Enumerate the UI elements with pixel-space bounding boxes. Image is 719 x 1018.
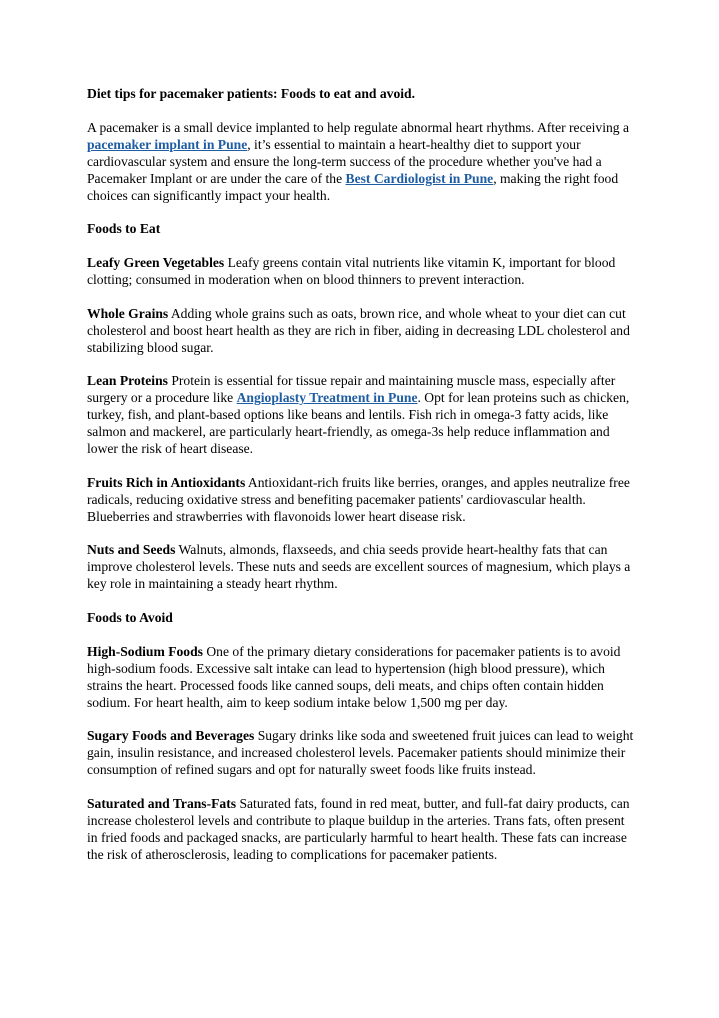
- foods-to-avoid-heading: Foods to Avoid: [87, 610, 173, 626]
- document-title: Diet tips for pacemaker patients: Foods to eat and avoid.: [87, 86, 416, 101]
- intro-text-1: A pacemaker is a small device implanted to help regulate abnormal heart rhythms. After receiving a: [87, 119, 630, 135]
- high-sodium-paragraph: [87, 644, 635, 712]
- leafy-greens-term: Leafy Green Vegetables: [87, 255, 225, 271]
- saturated-fats-paragraph: [87, 796, 635, 864]
- document-page: [87, 86, 635, 881]
- whole-grains-text: Adding whole grains such as oats, brown rice, and whole wheat to your diet can cut cholesterol and boost heart health as they are rich in fiber, aiding in decreasing LDL cholesterol and stabilizing blood sugar.: [87, 305, 630, 355]
- lean-proteins-term: Lean Proteins: [87, 373, 168, 389]
- sugary-foods-paragraph: [87, 728, 635, 779]
- best-cardiologist-link[interactable]: Best Cardiologist in Pune: [345, 170, 494, 186]
- nuts-seeds-text: Walnuts, almonds, flaxseeds, and chia seeds provide heart-healthy fats that can improve cholesterol levels. These nuts and seeds are excellent sources of magnesium, which plays a key role in maintaining a steady heart rhythm.: [87, 542, 631, 592]
- high-sodium-term: High-Sodium Foods: [87, 643, 203, 659]
- whole-grains-paragraph: [87, 306, 635, 357]
- leafy-greens-paragraph: [87, 255, 635, 289]
- nuts-seeds-term: Nuts and Seeds: [87, 542, 176, 558]
- angioplasty-treatment-link[interactable]: Angioplasty Treatment in Pune: [236, 390, 418, 406]
- high-sodium-text: One of the primary dietary considerations for pacemaker patients is to avoid high-sodium foods. Excessive salt intake can lead to hypertension (high blood pressure), which strains the heart. Processed foods like canned soups, deli meats, and chips often contain hidden sodium. For heart health, aim to keep sodium intake below 1,500 mg per day.: [87, 643, 621, 710]
- fruits-antioxidants-paragraph: [87, 475, 635, 526]
- fruits-antioxidants-text: Antioxidant-rich fruits like berries, oranges, and apples neutralize free radicals, reducing oxidative stress and benefiting pacemaker patients' cardiovascular health. Blueberries and strawberries with flavonoids lower heart disease risk.: [87, 474, 630, 524]
- lean-proteins-text-2: . Opt for lean proteins such as chicken, turkey, fish, and plant-based options like beans and lentils. Fish rich in omega-3 fatty acids, like salmon and mackerel, are particularly heart-friendly, as omega-3s help reduce inflammation and lower the risk of heart disease.: [87, 390, 630, 457]
- lean-proteins-text-1: Protein is essential for tissue repair and maintaining muscle mass, especially after surgery or a procedure like: [87, 373, 616, 406]
- intro-text-3: , making the right food choices can significantly impact your health.: [87, 170, 619, 203]
- sugary-foods-term: Sugary Foods and Beverages: [87, 728, 255, 744]
- saturated-fats-term: Saturated and Trans-Fats: [87, 796, 237, 811]
- fruits-antioxidants-term: Fruits Rich in Antioxidants: [87, 474, 246, 490]
- pacemaker-implant-link[interactable]: pacemaker implant in Pune: [87, 136, 248, 152]
- leafy-greens-text: Leafy greens contain vital nutrients like vitamin K, important for blood clotting; consumed in moderation when on blood thinners to prevent interaction.: [87, 255, 616, 288]
- saturated-fats-text: Saturated fats, found in red meat, butter, and full-fat dairy products, can increase cholesterol levels and contribute to plaque buildup in the arteries. Trans fats, often present in fried foods and packaged snacks, are particularly harmful to heart health. These fats can increase the risk of atherosclerosis, leading to complications for pacemaker patients.: [87, 796, 630, 862]
- foods-to-eat-heading: Foods to Eat: [87, 221, 161, 237]
- lean-proteins-paragraph: [87, 373, 635, 458]
- nuts-seeds-paragraph: [87, 542, 635, 593]
- intro-text-2: , it’s essential to maintain a heart-healthy diet to support your cardiovascular system and ensure the long-term success of the procedure whether you've had a Pacemaker Implant or are under the care of the: [87, 136, 602, 186]
- intro-paragraph: [87, 120, 635, 205]
- whole-grains-term: Whole Grains: [87, 305, 169, 321]
- sugary-foods-text: Sugary drinks like soda and sweetened fruit juices can lead to weight gain, insulin resistance, and increased cholesterol levels. Pacemaker patients should minimize their consumption of refined sugars and opt for naturally sweet foods like fruits instead.: [87, 728, 634, 778]
